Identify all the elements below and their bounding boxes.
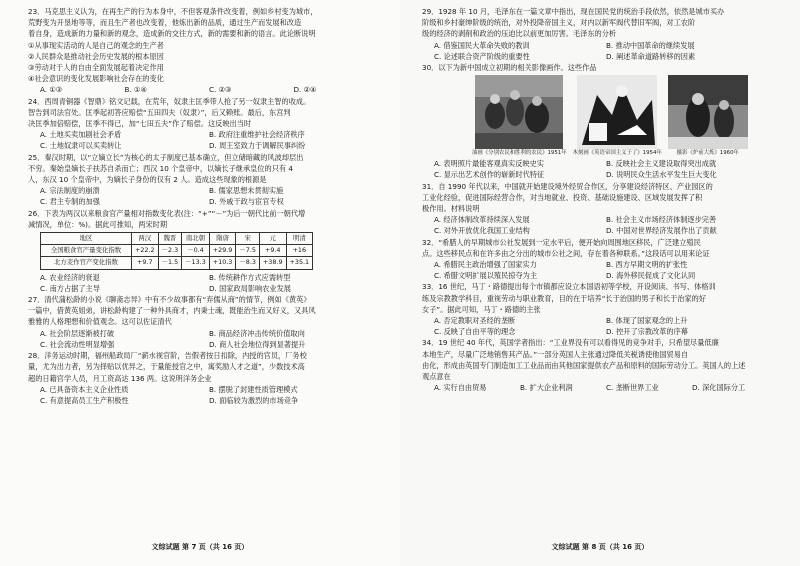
question-stem-line: 一篇中，借黄英姐弟，讲松龄构建了一种外具商才，内秉士魂，既能治生而又好义，又具风 (28, 306, 316, 316)
table-cell: －8.3 (236, 257, 260, 269)
question-31 (422, 181, 778, 237)
option-b: B. 儒家思想未贯彻实施 (209, 186, 284, 196)
table-cell: +38.9 (259, 257, 286, 269)
artwork-woodcut (573, 75, 662, 157)
exam-page-8 (400, 0, 800, 566)
grain-yield-table (40, 232, 313, 270)
table-header: 两汉 (132, 233, 159, 245)
question-stem-line: 25．秦汉时期，以“立嫡立长”为核心的太子制度已基本确立，但立储暗藏的风波却层出 (28, 152, 304, 162)
statement-item: ①从事现实活动的人是自己的观念的生产者 (28, 40, 164, 50)
answer-options (28, 384, 378, 406)
question-stem-line: 30．以下为新中国成立初期的相关影像画作。这些作品 (422, 63, 597, 73)
option-b: B. 政府注重维护社会经济秩序 (209, 130, 305, 140)
question-stem-line: 24．西周青铜器《智鼎》铭文记载，在荒年，奴隶主匡季带人抢了另一奴隶主智的收成。 (28, 96, 311, 106)
question-stem-line: 超的日籍官学人员，月工资高达 136 两。这说明洋务企业 (28, 373, 212, 383)
artwork-caption: 油画《分别农民和胜利的农民》1951年 (472, 150, 567, 157)
table-cell: －7.5 (236, 245, 260, 257)
question-stem-line: 31．自 1990 年代以来，中国就开始建设境外经贸合作区，分享建设经济特区、产业园区的 (422, 181, 713, 191)
answer-options (28, 129, 378, 151)
statement-item: ③劳动对于人的自由全面发展起着决定作用 (28, 63, 164, 73)
option-a: A. 社会阶层逐渐被打破 (40, 328, 115, 338)
photograph-image (668, 75, 748, 149)
question-stem-line: 33．16 世纪，马丁・路德提出每个市镇都应设立本国语初等学校，开设阅读、书写、体格训 (422, 282, 716, 292)
option-d: D. 面临较为激烈的市场竞争 (209, 395, 299, 405)
option-b: B. 扩大企业利润 (520, 383, 573, 393)
table-cell: 全国粮食官产量变化指数 (41, 245, 132, 257)
option-c: C. 君主专制的加强 (40, 197, 100, 207)
artwork-photograph (668, 75, 748, 157)
question-stem-line: 着自身，造成新的力量和新的观念，造成新的交往方式，新的需要和新的语言。此论断说明 (28, 29, 316, 39)
answer-options (28, 328, 378, 350)
table-header: 南北朝 (182, 233, 210, 245)
table-header: 魏晋 (158, 233, 182, 245)
question-stem-line: 32．“希腊人的早期城市公社发展到一定水平后，便开始向周围地区移民，广泛建立殖民 (422, 237, 701, 247)
table-cell: －2.3 (158, 245, 182, 257)
table-row (41, 257, 313, 269)
option-a: A. 农业经济的衰退 (40, 272, 100, 282)
question-stem-line: 极作用。材料说明 (422, 204, 480, 214)
question-stem-line: 34．19 世纪 40 年代，英国学者指出：“工业界没有可以看得见的竞争对手，只希望尽量低廉 (422, 338, 719, 348)
option-d: D. 国家政局影响农业发展 (209, 283, 291, 293)
option-c: C. 论述联合资产阶级的重要性 (434, 51, 530, 61)
option-a: A. 经济体制改革持续深入发展 (434, 215, 530, 225)
option-a: A. 实行自由贸易 (434, 383, 487, 393)
woodcut-image (577, 75, 657, 149)
question-stem-line: 本地生产，尽量广泛地销售其产品。”一部分英国人主张通过降低关税诱使他国贸易自 (422, 349, 689, 359)
option-c: C. 垄断世界工业 (606, 383, 659, 393)
answer-options (422, 158, 778, 180)
option-a: A. 否定教职对圣经的垄断 (434, 316, 516, 326)
question-stem-line: 减情况，单位：%)。据此可推知，两宋时期 (28, 219, 168, 229)
option-c: C. ②③ (209, 85, 232, 95)
table-header: 地区 (41, 233, 132, 245)
question-stem-line: 阶级和乡村豪绅阶级的统治，对外投降帝国主义，对内以新军阀代替旧军阀，对工农阶 (422, 18, 696, 28)
page-footer: 文综试题 第 7 页（共 16 页） (151, 543, 249, 551)
table-header: 明清 (286, 233, 313, 245)
artwork-gallery (472, 75, 778, 157)
question-28 (28, 350, 378, 406)
question-33 (422, 281, 778, 337)
page-7-content (28, 0, 378, 406)
oil-painting-image (475, 75, 563, 149)
question-stem-line: 雅雅的人格理想和价值观念。这可以佐证清代 (28, 317, 172, 327)
option-b: B. 西方早期文明的扩张性 (606, 260, 688, 270)
table-cell: +9.7 (132, 257, 159, 269)
option-c: C. 希腊文明扩展以殖民掠夺为主 (434, 271, 538, 281)
question-25 (28, 152, 378, 208)
option-b: B. 体现了国家观念的上升 (606, 316, 688, 326)
question-26 (28, 208, 378, 294)
option-d: D. 商人社会地位得到显著提升 (209, 339, 306, 349)
option-d: D. 控开了宗教改革的序幕 (606, 327, 688, 337)
question-stem-line: 23．马克思主义认为，在再生产的行为本身中，不但客观条件改变着，例如乡村变为城市， (28, 7, 318, 16)
option-b: B. 社会主义市场经济体制逐步完善 (606, 215, 717, 225)
question-32 (422, 237, 778, 282)
option-d: D. ②④ (293, 85, 317, 95)
option-d: D. 外戚干政与宦官专权 (209, 197, 284, 207)
option-b: B. 推动中国革命的继续发展 (606, 40, 695, 50)
table-header: 宋 (236, 233, 260, 245)
table-header: 隋唐 (209, 233, 236, 245)
option-b: B. 商品经济冲击传统价值取向 (209, 328, 305, 338)
option-b: B. 反映社会主义建设取得突出成就 (606, 159, 717, 169)
table-cell: +9.4 (259, 245, 286, 257)
option-c: C. 对外开放优化我国工业结构 (434, 226, 530, 236)
table-cell: +10.3 (209, 257, 236, 269)
question-stem-line: 练及宗教教学科目，重视劳动与职业教育，目的在于培养“长于治国的男子和长于治家的好 (422, 293, 707, 303)
table-cell: +29.9 (209, 245, 236, 257)
option-c: C. 显示出艺术创作的崭新时代特征 (434, 170, 545, 180)
question-stem-line: 27．清代蒲松龄的小说《聊斋志异》中有不少故事都有“弃儒从商”的情节，例如《黄英》 (28, 295, 311, 305)
option-b: B. 传统耕作方式应需转型 (209, 272, 291, 282)
option-c: C. 社会流动性明显增强 (40, 339, 115, 349)
table-row (41, 245, 313, 257)
page-8-content (422, 0, 778, 393)
option-a: A. 希腊民主政治增强了国家实力 (434, 260, 537, 270)
question-stem-line: 女子”。据此可知，马丁・路德的主张 (422, 304, 541, 314)
question-stem-line: 决匡季加倍赔偿，匡季不得已，加“七田五夫”作了赔偿。这反映出当时 (28, 119, 252, 129)
option-c: C. 有意提高员工生产积极性 (40, 395, 129, 405)
option-d: D. 阐述革命道路转移的因素 (606, 51, 696, 61)
answer-options (28, 84, 378, 95)
option-c: C. 南方占据了主导 (40, 283, 100, 293)
question-stem-line: 不穷。秦始皇嫡长子扶苏自杀而亡；西汉 10 个皇帝中，以嫡长子继承皇位的只有 4 (28, 163, 293, 173)
answer-options (422, 214, 778, 236)
question-stem-line: 26．下表为两汉以来粮食官产量相对指数变化表(注：“+”“－”为后一朝代比前一朝代增 (28, 208, 306, 218)
answer-options (28, 272, 378, 294)
statement-item: ②人民群众是推动社会历史发展的根本原因 (28, 51, 164, 61)
question-34 (422, 337, 778, 393)
answer-options (422, 315, 778, 337)
table-cell: －13.3 (182, 257, 210, 269)
answer-options (422, 382, 778, 393)
question-stem-line: 荒野变为开垦地等等，而且生产者也改变着，他炼出新的品质，通过生产而发展和改造 (28, 18, 302, 28)
question-stem-line: 人，东汉 10 个皇帝中，为嫡长子身份的仅有 2 人。造成这些现象的根源是 (28, 175, 267, 185)
question-stem-line: 28．洋务运动时期，福州船政局厂“薪水视官阶，告假者按日扣除，内授的官员，厂务校 (28, 351, 307, 361)
question-stem-line: 级的经济的剥削和政治的压迫比以前更加厉害。毛泽东的分析 (422, 29, 617, 39)
statement-item: ④社会意识的变化发展影响社会存在的变化 (28, 74, 164, 84)
option-d: D. 说明民众生活水平发生巨大变化 (606, 170, 717, 180)
table-cell: 北方麦作官产变化指数 (41, 257, 132, 269)
answer-options (422, 259, 778, 281)
artwork-caption: 木刻画《英语帝国主义于了》1954年 (572, 150, 662, 157)
artwork-caption: 摄影《炉前大炼》1960年 (676, 150, 739, 157)
question-stem-line: 29．1928 年 10 月，毛泽东在一篇文章中指出，现在国民党的统治手段依然，依然是城市买办 (422, 7, 725, 16)
option-a: A. 宗法制度的崩溃 (40, 186, 100, 196)
option-b: B. 摆脱了封建性质管理模式 (209, 384, 298, 394)
question-stem-line: 观点意在 (422, 372, 451, 382)
question-stem-line: 智告到司法官处。匡季起初答应赔偿“五田四夫（奴隶）”，后又赖账。最后，东宫判 (28, 107, 291, 117)
option-a: A. 土地买卖加剧社会矛盾 (40, 130, 122, 140)
option-d: D. 海外移民促成了文化认同 (606, 271, 696, 281)
table-cell: +22.2 (132, 245, 159, 257)
option-c: C. 反映了自由平等的理念 (434, 327, 516, 337)
answer-options (28, 185, 378, 207)
question-stem-line: 量，尤为出力者，另为择贴以优异之，于量能授官之中，寓奖励人才之道”，少数技术高 (28, 362, 305, 372)
question-24 (28, 96, 378, 152)
option-d: D. 周王室致力于调解民事纠纷 (209, 141, 306, 151)
option-d: D. 深化国际分工 (692, 383, 746, 393)
question-stem-line: 由化，形成由英国专门制造加工工业品而由其他国家提供农产品和原料的国际劳动分工。英国人的上述 (422, 360, 746, 370)
table-header-row (41, 233, 313, 245)
option-a: A. 表明照片最能客观真实反映史实 (434, 159, 544, 169)
question-30 (422, 62, 778, 181)
table-cell: －1.5 (158, 257, 182, 269)
table-header: 元 (259, 233, 286, 245)
option-c: C. 土地奴隶可以买卖转让 (40, 141, 122, 151)
option-a: A. 借鉴国民大革命失败的教训 (434, 40, 530, 50)
question-stem-line: 点。这些移民点和在许多由之分出的城市公社之间，存在着各种联系。”这段话可以用来论证 (422, 248, 710, 258)
option-a: A. ①③ (40, 85, 63, 95)
table-cell: +16 (286, 245, 313, 257)
table-cell: +35.1 (286, 257, 313, 269)
page-footer: 文综试题 第 8 页（共 16 页） (551, 543, 649, 551)
artwork-oil-painting (472, 75, 567, 157)
option-a: A. 已具备资本主义企业性质 (40, 384, 129, 394)
table-cell: －0.4 (182, 245, 210, 257)
question-27 (28, 294, 378, 350)
question-23 (28, 6, 378, 96)
answer-options (422, 40, 778, 62)
option-b: B. ①④ (124, 85, 147, 95)
question-stem-line: 工业化经验，促进国际经营合作，对当地就业、投资、基础设施建设、区域发展发挥了积 (422, 192, 703, 202)
question-29 (422, 6, 778, 62)
option-d: D. 中国对世界经济发展作出了贡献 (606, 226, 717, 236)
